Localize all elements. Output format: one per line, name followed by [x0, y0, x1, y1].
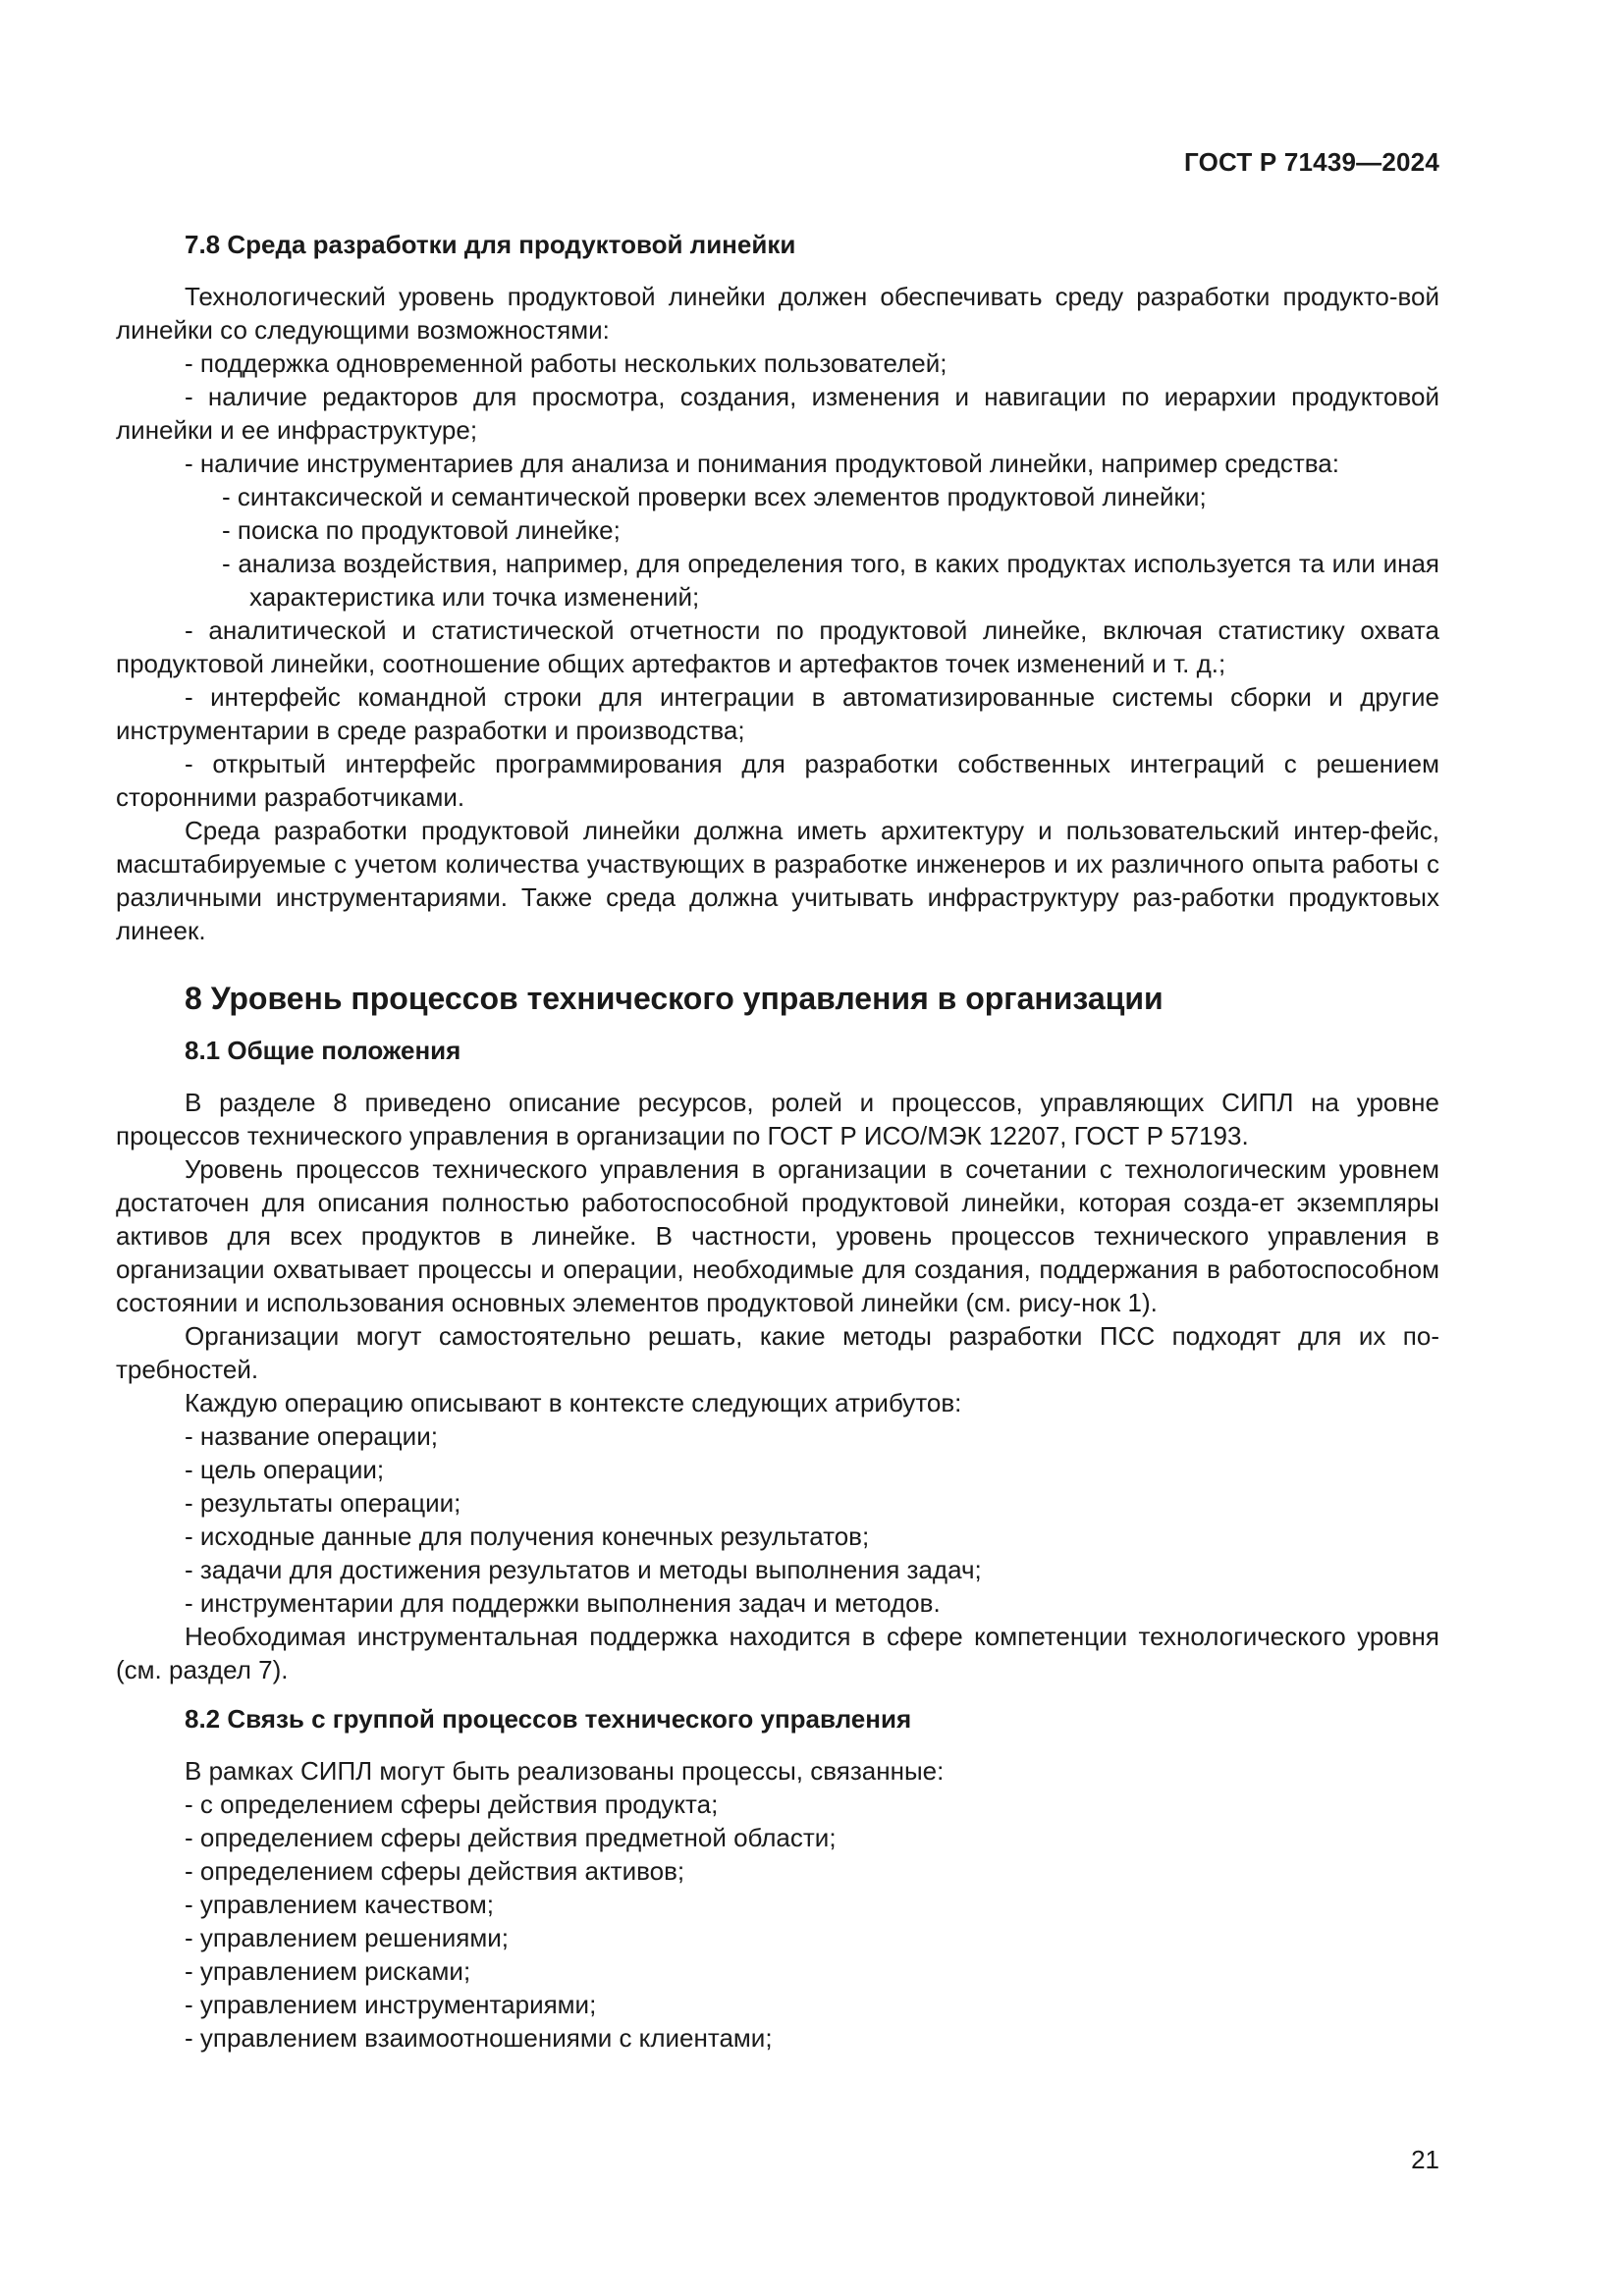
sub-list-item: - поиска по продуктовой линейке; — [222, 515, 621, 545]
section-7-8-title: 7.8 Среда разработки для продуктовой линейки — [185, 230, 796, 259]
list-item: - с определением сферы действия продукта; — [185, 1789, 719, 1819]
list-item: - аналитической и статистической отчетности по продуктовой линейке, включая статистику охвата продуктовой линейки, соотношение общих артефактов и артефактов точек изменений и т. д.; — [116, 615, 1439, 678]
list-item: - цель операции; — [185, 1455, 385, 1484]
list-item: - задачи для достижения результатов и методы выполнения задач; — [185, 1555, 982, 1584]
list-item: - управлением качеством; — [185, 1890, 494, 1919]
paragraph: Каждую операцию описывают в контексте следующих атрибутов: — [185, 1388, 962, 1417]
list-item: - управлением взаимоотношениями с клиентами; — [185, 2023, 773, 2053]
paragraph: В разделе 8 приведено описание ресурсов, ролей и процессов, управляющих СИПЛ на уровне процессов технического управления в организации по ГОСТ Р ИСО/МЭК 12207, ГОСТ Р 57193. — [116, 1088, 1439, 1150]
paragraph: Уровень процессов технического управления в организации в сочетании с технологическим уровнем достаточен для описания полностью работоспособной продуктовой линейки, которая созда-ет экземпляры активов для всех продуктов в линейке. В частности, уровень процессов технического управления в организации охватывает процессы и операции, необходимые для создания, поддержания в работоспособном состоянии и использования основных элементов продуктовой линейки (см. рису-нок 1). — [116, 1154, 1439, 1317]
list-item: - исходные данные для получения конечных результатов; — [185, 1522, 870, 1551]
list-item: - управлением рисками; — [185, 1956, 471, 1986]
paragraph: Необходимая инструментальная поддержка находится в сфере компетенции технологического уровня (см. раздел 7). — [116, 1622, 1439, 1684]
list-item: - инструментарии для поддержки выполнения задач и методов. — [185, 1588, 941, 1618]
sub-list-item: - синтаксической и семантической проверки всех элементов продуктовой линейки; — [222, 482, 1207, 511]
section-8-2-title: 8.2 Связь с группой процессов технического управления — [185, 1704, 912, 1734]
page-number: 21 — [1411, 2145, 1439, 2174]
list-item: - управлением решениями; — [185, 1923, 509, 1952]
list-item: - интерфейс командной строки для интеграции в автоматизированные системы сборки и другие инструментарии в среде разработки и производства; — [116, 682, 1439, 745]
list-item: - определением сферы действия активов; — [185, 1856, 685, 1886]
list-item: - результаты операции; — [185, 1488, 461, 1518]
list-item: - наличие редакторов для просмотра, создания, изменения и навигации по иерархии продуктовой линейки и ее инфраструктуре; — [116, 382, 1439, 445]
list-item: - определением сферы действия предметной области; — [185, 1823, 837, 1852]
paragraph: Технологический уровень продуктовой линейки должен обеспечивать среду разработки продукто-вой линейки со следующими возможностями: — [116, 282, 1439, 345]
list-item: - открытый интерфейс программирования для разработки собственных интеграций с решением сторонними разработчиками. — [116, 749, 1439, 812]
paragraph: В рамках СИПЛ могут быть реализованы процессы, связанные: — [185, 1756, 945, 1786]
list-item: - управлением инструментариями; — [185, 1990, 597, 2019]
page-content — [116, 228, 1439, 2055]
section-8-1-title: 8.1 Общие положения — [185, 1036, 461, 1065]
list-item: - поддержка одновременной работы нескольких пользователей; — [185, 348, 947, 378]
standard-code: ГОСТ Р 71439—2024 — [1184, 147, 1439, 177]
section-8-title: 8 Уровень процессов технического управления в организации — [185, 981, 1164, 1016]
sub-list-item: - анализа воздействия, например, для определения того, в каких продуктах используется та или иная характеристика или точка изменений; — [222, 549, 1439, 612]
list-item: - наличие инструментариев для анализа и понимания продуктовой линейки, например средства: — [185, 449, 1339, 478]
paragraph: Организации могут самостоятельно решать, какие методы разработки ПСС подходят для их по-требностей. — [116, 1321, 1439, 1384]
paragraph: Среда разработки продуктовой линейки должна иметь архитектуру и пользовательский интер-фейс, масштабируемые с учетом количества участвующих в разработке инженеров и их различного опыта работы с различными инструментариями. Также среда должна учитывать инфраструктуру раз-работки продуктовых линеек. — [116, 816, 1439, 945]
list-item: - название операции; — [185, 1421, 438, 1451]
